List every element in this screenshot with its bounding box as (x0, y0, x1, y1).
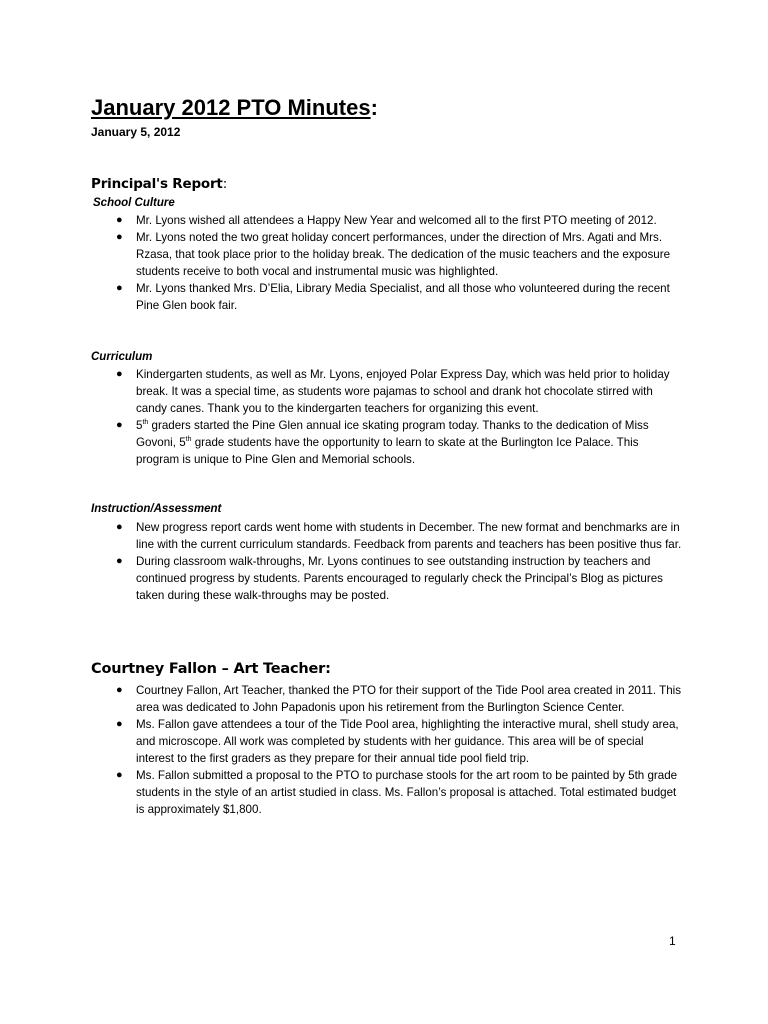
list-item (112, 280, 682, 314)
ordinal-suffix: th (142, 419, 149, 426)
list-item (112, 553, 682, 604)
bullet-icon: ● (116, 282, 123, 294)
art-teacher-list (112, 682, 682, 818)
list-item-text: Ms. Fallon gave attendees a tour of the Tide Pool area, highlighting the interactive mural, shell study area, and microscope. All work was completed by students with her guidance. This area will be of special interest to the first graders as they prepare for their annual tide pool field trip. (136, 718, 679, 765)
bullet-icon: ● (116, 419, 123, 431)
list-item (112, 366, 682, 417)
bullet-icon: ● (116, 368, 123, 380)
list-item-text: Courtney Fallon, Art Teacher, thanked the PTO for their support of the Tide Pool area created in 2011. This area was dedicated to John Papadonis upon his retirement from the Burlington Science Center. (136, 684, 682, 714)
grade-number: 5 (179, 436, 186, 449)
list-item-text: Mr. Lyons wished all attendees a Happy New Year and welcomed all to the first PTO meeting of 2012. (136, 214, 657, 227)
bullet-icon: ● (116, 521, 123, 533)
document-title-colon: : (370, 95, 378, 120)
bullet-icon: ● (116, 684, 123, 696)
list-item (112, 519, 682, 553)
grade-number: 5 (136, 419, 143, 432)
bullet-icon: ● (116, 214, 123, 226)
school-culture-list (112, 212, 682, 314)
document-title-text: January 2012 PTO Minutes (91, 95, 371, 120)
ordinal-suffix: th (185, 436, 192, 443)
instruction-assessment-subheading: Instruction/Assessment (91, 503, 222, 515)
list-item (112, 682, 682, 716)
art-teacher-heading: Courtney Fallon – Art Teacher: (91, 661, 331, 677)
list-item-text: Kindergarten students, as well as Mr. Lyons, enjoyed Polar Express Day, which was held prior to holiday break. It was a special time, as students wore pajamas to school and drank hot chocolate stirred with candy canes. Thank you to the kindergarten teachers for organizing this event. (136, 368, 670, 415)
list-item-text-part: graders started the Pine Glen annual ice skating program today. Thanks to the dedication of Miss Govoni, (136, 419, 649, 449)
meeting-date: January 5, 2012 (91, 125, 181, 139)
bullet-icon: ● (116, 718, 123, 730)
list-item-text: Ms. Fallon submitted a proposal to the PTO to purchase stools for the art room to be painted by 5th grade students in the style of an artist studied in class. Ms. Fallon’s proposal is attached. Total estimated budget is approximately $1,800. (136, 769, 678, 816)
principal-report-heading-colon: : (222, 176, 228, 192)
curriculum-list (112, 366, 682, 468)
principal-report-heading-text: Principal's Report (91, 176, 223, 192)
list-item-text: During classroom walk-throughs, Mr. Lyons continues to see outstanding instruction by teachers and continued progress by students. Parents encouraged to regularly check the Principal’s Blog as pictures taken during these walk-throughs may be posted. (136, 555, 663, 602)
list-item-text: Mr. Lyons noted the two great holiday concert performances, under the direction of Mrs. Agati and Mrs. Rzasa, that took place prior to the holiday break. The dedication of the music teachers and the exposure students receive to both vocal and instrumental music was highlighted. (136, 231, 671, 278)
list-item (112, 417, 682, 468)
list-item (112, 767, 682, 818)
list-item-text: New progress report cards went home with students in December. The new format and benchmarks are in line with the current curriculum standards. Feedback from parents and teachers has been positive thus far. (136, 521, 682, 551)
bullet-icon: ● (116, 231, 123, 243)
document-title (91, 95, 378, 121)
bullet-icon: ● (116, 555, 123, 567)
list-item (112, 229, 682, 280)
list-item (112, 716, 682, 767)
page-number: 1 (669, 934, 676, 948)
list-item-text (136, 419, 649, 466)
principal-report-heading (91, 176, 227, 192)
curriculum-subheading: Curriculum (91, 351, 153, 363)
list-item-text: Mr. Lyons thanked Mrs. D’Elia, Library Media Specialist, and all those who volunteered during the recent Pine Glen book fair. (136, 282, 670, 312)
list-item-text-part: grade students have the opportunity to learn to skate at the Burlington Ice Palace. This program is unique to Pine Glen and Memorial schools. (136, 436, 639, 466)
instruction-assessment-list (112, 519, 682, 604)
school-culture-subheading: School Culture (93, 197, 175, 209)
list-item (112, 212, 682, 229)
bullet-icon: ● (116, 769, 123, 781)
